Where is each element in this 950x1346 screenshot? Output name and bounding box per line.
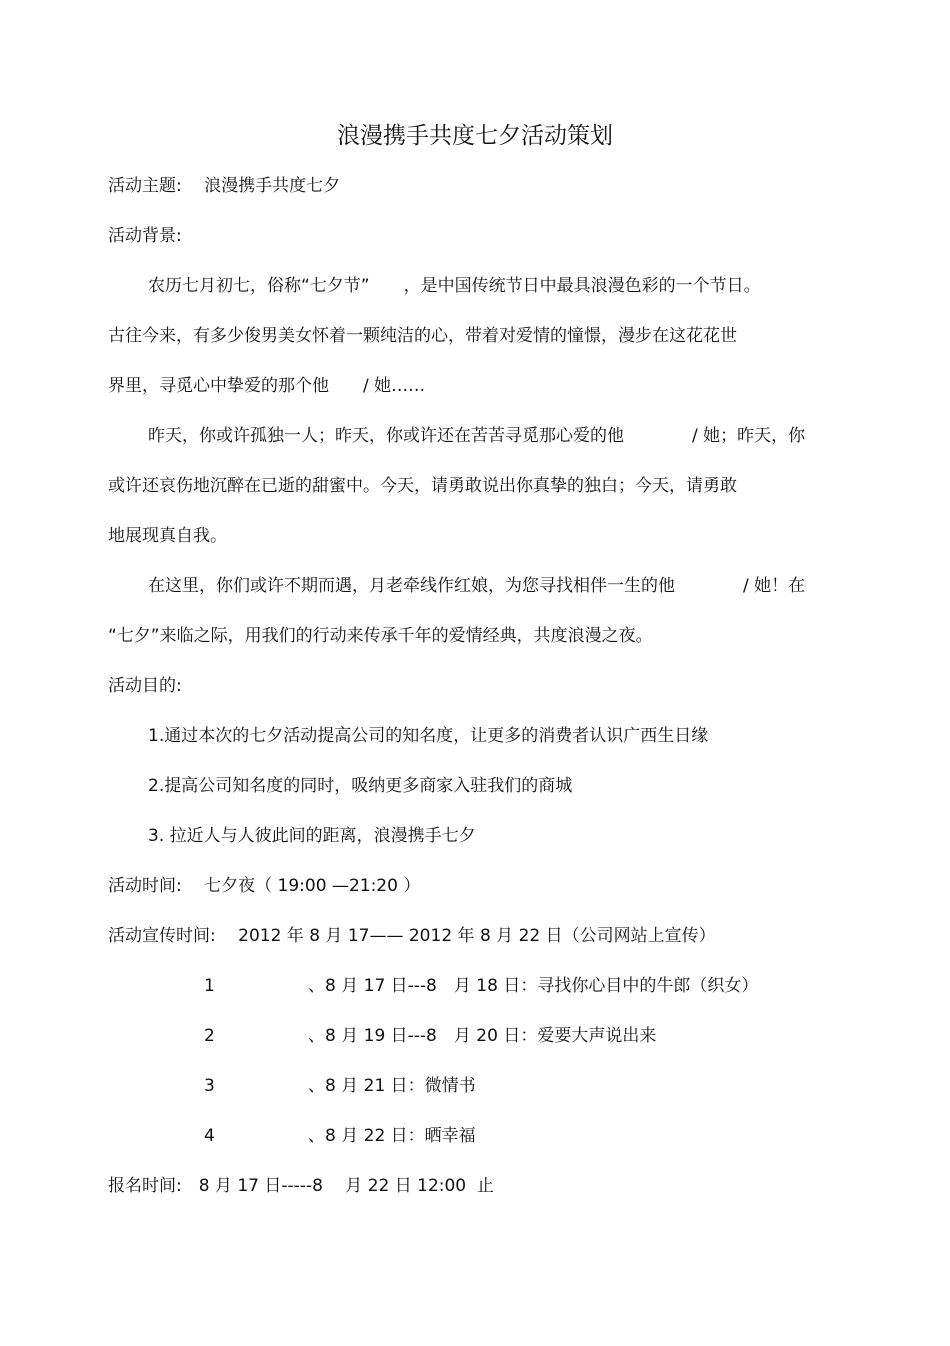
theme-value: 浪漫携手共度七夕 xyxy=(204,176,341,196)
promo-line xyxy=(108,924,716,948)
schedule-item xyxy=(204,1124,476,1148)
schedule-number: 4 xyxy=(204,1126,215,1146)
time-label: 活动时间: xyxy=(108,876,182,896)
schedule-number: 2 xyxy=(204,1026,215,1046)
signup-value: 8 月 17 日-----8 月 22 日 12:00 止 xyxy=(198,1176,494,1196)
schedule-number: 3 xyxy=(204,1076,215,1096)
schedule-text: 、8 月 19 日---8 月 20 日：爱要大声说出来 xyxy=(308,1026,657,1046)
promo-label: 活动宣传时间: xyxy=(108,926,216,946)
promo-value: 2012 年 8 月 17—— 2012 年 8 月 22 日（公司网站上宣传） xyxy=(238,926,716,946)
paragraph-line: “七夕”来临之际，用我们的行动来传承千年的爱情经典，共度浪漫之夜。 xyxy=(108,626,653,646)
theme-line xyxy=(108,174,340,198)
schedule-item xyxy=(204,1024,656,1048)
paragraph-line: 昨天，你或许孤独一人；昨天，你或许还在苦苦寻觅那心爱的他 / 她；昨天，你 xyxy=(148,426,806,446)
schedule-item xyxy=(204,974,758,998)
purpose-item: 2.提高公司知名度的同时，吸纳更多商家入驻我们的商城 xyxy=(148,776,573,796)
time-line xyxy=(108,874,420,898)
paragraph-line: 或许还哀伤地沉醉在已逝的甜蜜中。今天，请勇敢说出你真挚的独白；今天，请勇敢 xyxy=(108,476,737,496)
background-label: 活动背景: xyxy=(108,226,182,246)
paragraph-line: 古往今来，有多少俊男美女怀着一颗纯洁的心，带着对爱情的憧憬，漫步在这花花世 xyxy=(108,326,737,346)
paragraph-line: 在这里，你们或许不期而遇，月老牵线作红娘，为您寻找相伴一生的他 / 她！在 xyxy=(148,576,806,596)
schedule-number: 1 xyxy=(204,976,215,996)
signup-label: 报名时间: xyxy=(108,1176,182,1196)
paragraph-line: 农历七月初七，俗称“七夕节” ，是中国传统节日中最具浪漫色彩的一个节日。 xyxy=(148,276,761,296)
purpose-label: 活动目的: xyxy=(108,676,182,696)
page-title: 浪漫携手共度七夕活动策划 xyxy=(337,123,613,149)
schedule-text: 、8 月 17 日---8 月 18 日：寻找你心目中的牛郎（织女） xyxy=(308,976,759,996)
schedule-item xyxy=(204,1074,476,1098)
time-value: 七夕夜（ 19:00 —21:20 ） xyxy=(204,876,421,896)
schedule-text: 、8 月 21 日：微情书 xyxy=(308,1076,476,1096)
schedule-text: 、8 月 22 日：晒幸福 xyxy=(308,1126,476,1146)
theme-label: 活动主题: xyxy=(108,176,182,196)
paragraph-line: 地展现真自我。 xyxy=(108,526,227,546)
signup-line xyxy=(108,1174,494,1198)
paragraph-line: 界里，寻觅心中挚爱的那个他 / 她…… xyxy=(108,376,426,396)
purpose-item: 1.通过本次的七夕活动提高公司的知名度，让更多的消费者认识广西生日缘 xyxy=(148,726,709,746)
purpose-item: 3. 拉近人与人彼此间的距离，浪漫携手七夕 xyxy=(148,826,476,846)
